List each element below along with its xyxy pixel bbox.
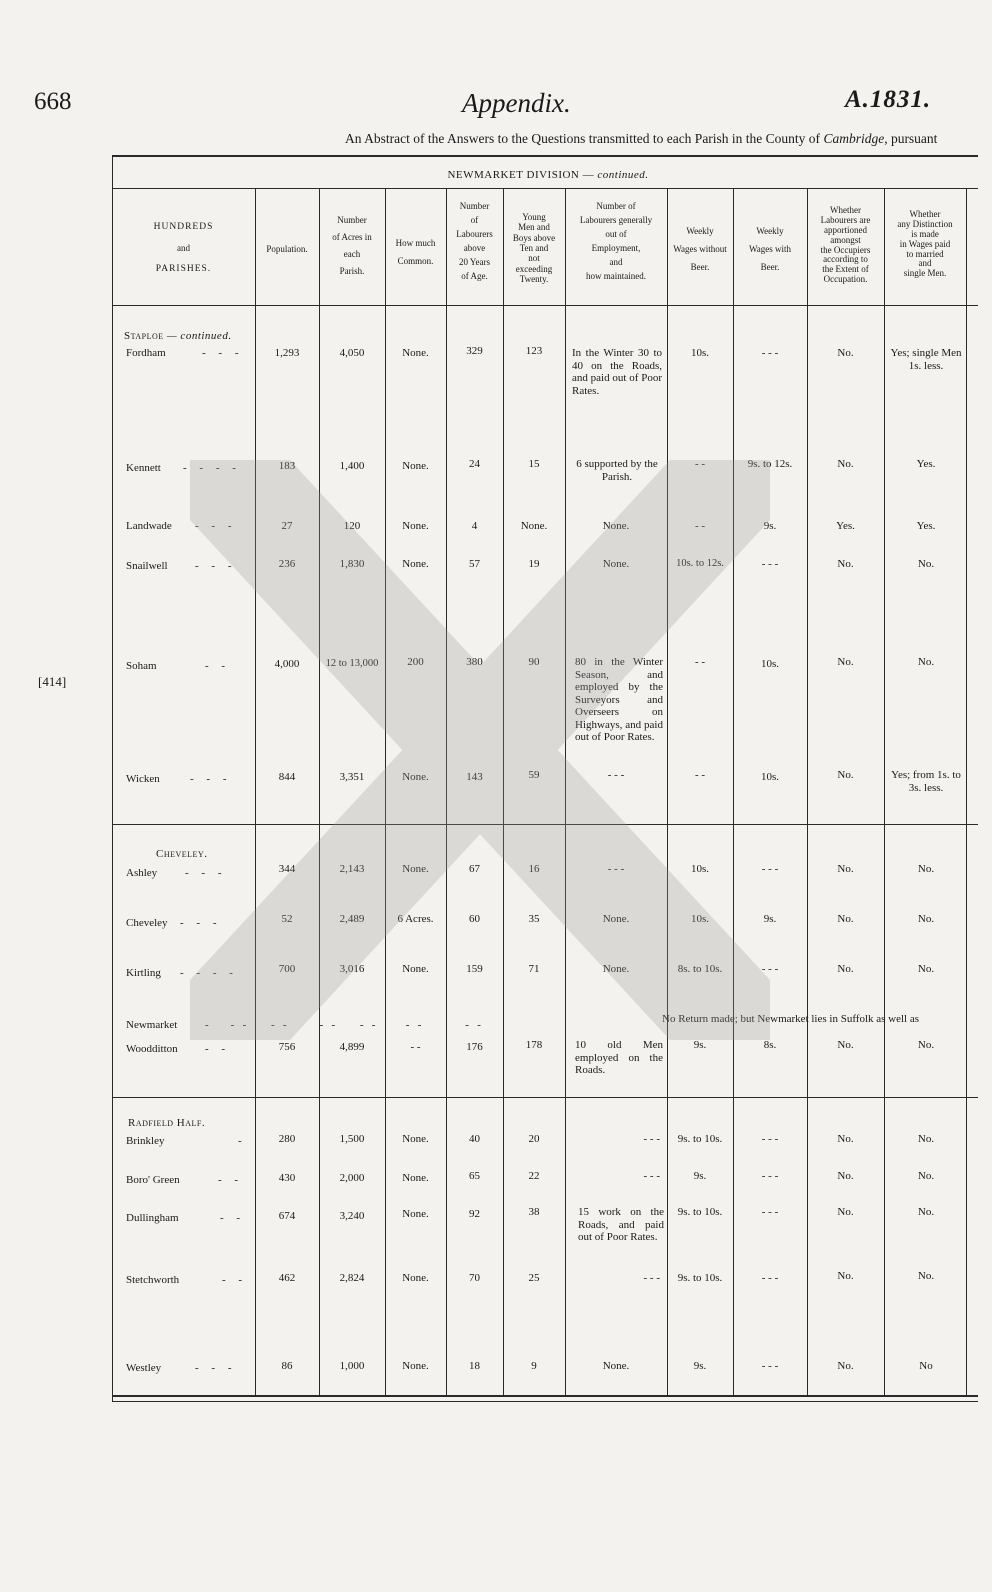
parish-name: Wicken — [126, 773, 160, 785]
header-text: Beer. — [760, 262, 780, 272]
cell-labourers: 143 — [466, 771, 483, 783]
cell-young: 22 — [528, 1170, 540, 1182]
cell-common: 6 Acres. — [397, 913, 434, 925]
cell-population: 756 — [278, 1041, 296, 1053]
cell-wages-without-beer: - - — [694, 769, 706, 781]
leader-dots: - - - — [195, 1362, 237, 1374]
cell-distinction: No — [919, 1360, 933, 1372]
cell-apportioned: No. — [837, 558, 854, 570]
col-line-right — [966, 188, 967, 1395]
cell-labourers: 4 — [471, 520, 478, 532]
cell-population: 4,000 — [274, 658, 300, 670]
watermark — [150, 420, 810, 1080]
cell-out-of-employment: 80 in the Winter Season, and employed by the Surveyors and Overseers on Highways, and paid out of Poor Rates. — [575, 656, 663, 743]
division-rule — [112, 188, 978, 189]
leader-dots: - - — [222, 1274, 248, 1286]
cell-young: 71 — [528, 963, 540, 975]
header-text: according to — [823, 254, 868, 265]
cell-out-of-employment: 6 supported by the Parish. — [576, 458, 658, 483]
cell-wages-with-beer: - - - — [761, 1170, 779, 1182]
leader-dots: - - - - — [180, 967, 238, 979]
cell-out-of-employment: In the Winter 30 to 40 on the Roads, and paid out of Poor Rates. — [572, 347, 662, 397]
cell-apportioned: No. — [837, 458, 854, 470]
cell-wages-without-beer: 9s. to 10s. — [677, 1133, 723, 1145]
cell-common: None. — [402, 1272, 429, 1284]
header-text: Labourers — [456, 228, 493, 239]
group-continued: — continued. — [166, 330, 232, 342]
watermark-stroke-1 — [190, 460, 770, 1040]
cell-wages-with-beer: - - - — [761, 1206, 779, 1218]
header-text: single Men. — [903, 268, 947, 279]
cell-labourers: 67 — [469, 863, 480, 875]
cell-labourers: 65 — [469, 1170, 480, 1182]
cell-labourers: 57 — [469, 558, 480, 570]
table-top-rule — [112, 155, 978, 157]
cell-common: None. — [402, 347, 429, 359]
cell-young: 20 — [528, 1133, 540, 1145]
header-text: Parish. — [339, 266, 365, 277]
cell-out-of-employment: - - - — [607, 863, 625, 875]
header-text: apportioned — [824, 224, 867, 235]
header-text: Boys above — [512, 232, 556, 243]
subtitle-tail: , pursuant — [884, 131, 938, 146]
cell-acres: 1,000 — [339, 1360, 365, 1372]
parish-name: Kennett — [126, 462, 161, 474]
header-text: in Wages paid — [899, 238, 951, 249]
cell-common: None. — [402, 460, 429, 472]
header-out-of-employment — [565, 200, 667, 284]
col-line — [565, 188, 566, 1395]
cell-population: 462 — [278, 1272, 296, 1284]
cell-wages-with-beer: - - - — [761, 863, 779, 875]
cell-wages-with-beer: 8s. — [763, 1039, 777, 1051]
cell-common: None. — [402, 771, 429, 783]
cell-young: 59 — [528, 769, 540, 781]
cell-apportioned: No. — [837, 1360, 854, 1372]
cell-apportioned: No. — [837, 913, 854, 925]
parish-name: Dullingham — [126, 1212, 179, 1224]
cell-common: None. — [402, 1172, 429, 1184]
leader-dots: - - — [205, 660, 231, 672]
header-text: to married — [906, 248, 944, 259]
cell-young: 123 — [525, 345, 543, 357]
header-text: Common. — [397, 256, 434, 266]
cell-labourers: 380 — [466, 656, 483, 668]
cell-wages-without-beer: 10s. — [690, 863, 710, 875]
cell-apportioned: No. — [837, 656, 854, 668]
division-continued: continued. — [597, 169, 649, 181]
cell-out-of-employment: 10 old Men employed on the Roads. — [575, 1039, 663, 1076]
leader-dots: - - - — [190, 773, 232, 785]
cell-common: None. — [402, 1133, 429, 1145]
cell-out-of-employment: None. — [602, 913, 630, 925]
cell-young: None. — [520, 520, 548, 532]
parish-name: Cheveley — [126, 917, 168, 929]
header-text: the Occupiers — [820, 244, 871, 255]
cell-out-of-employment: None. — [602, 558, 630, 570]
watermark-stroke-2 — [190, 460, 770, 1040]
parish-name: Landwade — [126, 520, 172, 532]
parish-name: Fordham — [126, 347, 166, 359]
cell-wages-without-beer: 10s. — [690, 913, 710, 925]
cell-wages-without-beer: 10s. to 12s. — [676, 558, 724, 569]
cell-young: 178 — [525, 1039, 543, 1051]
page-number: 668 — [34, 88, 72, 115]
year-label: A.1831. — [845, 86, 932, 113]
header-text: any Distinction — [897, 218, 953, 229]
header-text: how maintained. — [586, 270, 646, 281]
cell-population: 86 — [281, 1360, 293, 1372]
cell-out-of-employment: - - - — [607, 769, 625, 781]
cell-acres: 2,824 — [339, 1272, 365, 1284]
header-text: each — [343, 249, 361, 260]
header-text: is made — [911, 228, 939, 239]
cell-labourers: 92 — [469, 1208, 480, 1220]
cell-out-of-employment: - - - — [643, 1133, 660, 1145]
cell-labourers: 60 — [469, 913, 480, 925]
cell-wages-with-beer: 9s. to 12s. — [747, 458, 793, 470]
header-text: PARISHES. — [155, 264, 212, 275]
parish-name: Brinkley — [126, 1135, 165, 1147]
table-bottom-rule — [112, 1395, 978, 1397]
header-text: the Extent of — [822, 264, 869, 275]
header-population: Population. — [266, 244, 308, 254]
cell-labourers: 40 — [469, 1133, 480, 1145]
subtitle — [345, 131, 937, 147]
cell-wages-without-beer: - - — [694, 520, 706, 532]
cell-common: None. — [402, 558, 429, 570]
header-labourers — [446, 200, 503, 284]
cell-common: 200 — [407, 656, 424, 668]
cell-wages-without-beer: 9s. — [693, 1360, 707, 1372]
cell-labourers: 329 — [466, 345, 483, 357]
cell-distinction: No. — [917, 913, 935, 925]
cell-out-of-employment: None. — [602, 963, 630, 975]
parish-name: Newmarket — [126, 1019, 178, 1031]
header-text: Labourers are — [820, 214, 871, 225]
header-text: Employment, — [591, 242, 641, 253]
cell-apportioned: No. — [837, 347, 854, 359]
header-text: Weekly — [686, 226, 714, 236]
cell-acres: 3,240 — [339, 1210, 365, 1222]
cell-distinction: No. — [917, 1206, 935, 1218]
cell-population: 27 — [281, 520, 293, 532]
leader-dots: - - - — [180, 917, 222, 929]
cell-distinction: Yes. — [916, 520, 936, 532]
header-text: and — [609, 256, 623, 267]
header-wages-without-beer — [667, 222, 733, 276]
header-text: Whether — [830, 205, 861, 215]
parish-name: Ashley — [126, 867, 158, 879]
cell-distinction: No. — [917, 558, 935, 570]
cell-out-of-employment: None. — [602, 520, 630, 532]
cell-wages-without-beer: - - — [694, 656, 706, 668]
header-young — [503, 212, 565, 284]
header-text: Beer. — [690, 262, 710, 272]
header-text: Number — [337, 215, 367, 225]
cell-acres: 4,050 — [339, 347, 365, 359]
cell-young: 19 — [528, 558, 540, 570]
header-text: Weekly — [756, 226, 784, 236]
cell-note: No Return made; but Newmarket lies in Suffolk as well as — [662, 1013, 920, 1025]
header-text: of Acres in — [332, 232, 372, 243]
header-text: Labourers generally — [579, 214, 653, 225]
leader-dots: - - - - - - - - - - - - - — [205, 1019, 481, 1031]
cell-young: 35 — [528, 913, 540, 925]
cell-wages-with-beer: - - - — [761, 558, 779, 570]
cell-apportioned: Yes. — [836, 520, 855, 532]
cell-population: 52 — [281, 913, 293, 925]
parish-name: Kirtling — [126, 967, 161, 979]
cell-wages-without-beer: 9s. to 10s. — [677, 1206, 723, 1218]
cell-population: 280 — [278, 1133, 296, 1145]
cell-common: None. — [402, 963, 429, 975]
parish-name: Boro' Green — [126, 1174, 180, 1186]
cell-labourers: 159 — [466, 963, 483, 975]
cell-young: 15 — [528, 458, 540, 470]
cell-young: 38 — [528, 1206, 540, 1218]
parish-name: Stetchworth — [126, 1274, 180, 1286]
cell-wages-with-beer: 10s. — [760, 771, 780, 783]
header-apportioned — [807, 206, 884, 285]
cell-young: 25 — [528, 1272, 540, 1284]
header-text: Number of — [596, 201, 636, 211]
leader-dots: - - - — [195, 520, 237, 532]
cell-acres: 1,500 — [339, 1133, 365, 1145]
cell-acres: 2,489 — [339, 913, 365, 925]
group-heading: Radfield Half. — [128, 1117, 206, 1129]
leader-dots: - - — [220, 1212, 246, 1224]
header-text: Wages without — [673, 244, 727, 254]
header-text: Occupation. — [823, 274, 868, 285]
cell-common: - - — [410, 1041, 421, 1053]
header-hundreds — [112, 222, 255, 276]
header-text: Young — [522, 212, 546, 222]
cell-population: 700 — [278, 963, 296, 975]
header-text: Men and — [518, 222, 550, 233]
cell-young: 16 — [528, 863, 540, 875]
section-rule-2 — [112, 1097, 978, 1098]
cell-apportioned: No. — [837, 769, 854, 781]
cell-labourers: 176 — [466, 1041, 483, 1053]
cell-out-of-employment: - - - — [643, 1272, 660, 1284]
cell-apportioned: No. — [837, 1206, 854, 1218]
cell-distinction: Yes; from 1s. to 3s. less. — [891, 769, 961, 794]
cell-common: None. — [402, 1360, 429, 1372]
cell-acres: 2,143 — [339, 863, 365, 875]
cell-labourers: 24 — [469, 458, 480, 470]
parish-name: Westley — [126, 1362, 162, 1374]
cell-wages-without-beer: - - — [694, 458, 706, 470]
cell-acres: 2,000 — [339, 1172, 365, 1184]
cell-wages-without-beer: 9s. to 10s. — [677, 1272, 723, 1284]
header-text: 20 Years — [458, 256, 490, 267]
group-heading — [124, 330, 232, 343]
leader-dots: - - - — [195, 560, 237, 572]
cell-wages-with-beer: 10s. — [760, 658, 780, 670]
header-text: Ten and — [519, 243, 549, 254]
cell-population: 344 — [278, 863, 296, 875]
cell-wages-with-beer: 9s. — [763, 913, 777, 925]
header-text: Wages with — [748, 244, 792, 254]
cell-common: None. — [402, 520, 429, 532]
group-name: Staploe — [124, 330, 164, 342]
cell-common: None. — [402, 863, 429, 875]
page-title: Appendix. — [462, 88, 571, 118]
division-title: NEWMARKET DIVISION — continued. — [447, 169, 649, 181]
leader-dots: - - - - — [183, 462, 241, 474]
col-line-left — [112, 155, 113, 1401]
header-text: of Age. — [461, 270, 488, 281]
cell-population: 183 — [278, 460, 296, 472]
cell-wages-without-beer: 8s. to 10s. — [677, 963, 723, 975]
cell-out-of-employment: - - - — [643, 1170, 660, 1182]
header-text: not — [528, 253, 540, 264]
header-text: out of — [605, 228, 627, 239]
cell-apportioned: No. — [837, 1039, 854, 1051]
cell-population: 430 — [278, 1172, 296, 1184]
cell-wages-without-beer: 9s. — [693, 1039, 707, 1051]
cell-acres: 3,016 — [339, 963, 365, 975]
cell-wages-with-beer: - - - — [761, 963, 779, 975]
cell-distinction: No. — [917, 863, 935, 875]
section-rule-1 — [112, 824, 978, 825]
cell-acres: 1,830 — [339, 558, 365, 570]
cell-wages-with-beer: - - - — [761, 1360, 779, 1372]
cell-distinction: No. — [917, 963, 935, 975]
cell-population: 674 — [278, 1210, 296, 1222]
header-text: above — [463, 242, 486, 253]
cell-distinction: No. — [917, 1270, 935, 1282]
cell-out-of-employment: None. — [602, 1360, 630, 1372]
cell-labourers: 18 — [469, 1360, 480, 1372]
cell-distinction: No. — [917, 1133, 935, 1145]
cell-distinction: No. — [917, 656, 935, 668]
cell-young: 90 — [528, 656, 540, 668]
leader-dots: - — [238, 1135, 247, 1147]
header-text: and — [918, 258, 932, 269]
header-common — [385, 234, 446, 270]
cell-apportioned: No. — [837, 1170, 854, 1182]
header-text: Whether — [909, 209, 941, 219]
cell-wages-with-beer: - - - — [761, 347, 779, 359]
cell-acres: 120 — [343, 520, 361, 532]
cell-out-of-employment: 15 work on the Roads, and paid out of Poor Rates. — [578, 1206, 664, 1243]
cell-distinction: No. — [917, 1170, 935, 1182]
leader-dots: - - - — [185, 867, 227, 879]
cell-apportioned: No. — [837, 863, 854, 875]
cell-wages-without-beer: 10s. — [690, 347, 710, 359]
leader-dots: - - - — [202, 347, 244, 359]
header-text: Twenty. — [519, 274, 549, 285]
division-name: NEWMARKET DIVISION — [447, 169, 580, 181]
cell-acres: 3,351 — [339, 771, 365, 783]
side-reference: [414] — [38, 674, 67, 689]
cell-labourers: 70 — [469, 1272, 480, 1284]
col-line — [884, 188, 885, 1395]
cell-apportioned: No. — [837, 1133, 854, 1145]
table-bottom-rule-2 — [112, 1401, 978, 1402]
header-text: exceeding — [515, 263, 553, 274]
cell-wages-without-beer: 9s. — [693, 1170, 707, 1182]
cell-acres: 4,899 — [339, 1041, 365, 1053]
cell-acres: 12 to 13,000 — [325, 658, 379, 669]
header-text: HUNDREDS — [153, 222, 214, 232]
cell-wages-with-beer: 9s. — [763, 520, 777, 532]
cell-population: 236 — [278, 558, 296, 570]
header-text: amongst — [830, 234, 861, 245]
cell-apportioned: No. — [837, 963, 854, 975]
cell-wages-with-beer: - - - — [761, 1133, 779, 1145]
subtitle-county: Cambridge — [823, 131, 885, 146]
parish-name: Soham — [126, 660, 157, 672]
header-text: and — [177, 243, 190, 254]
cell-wages-with-beer: - - - — [761, 1272, 779, 1284]
leader-dots: - - — [218, 1174, 244, 1186]
cell-young: 9 — [531, 1360, 537, 1372]
header-bottom-rule — [112, 305, 978, 306]
group-heading: Cheveley. — [156, 848, 208, 860]
header-distinction — [884, 210, 966, 279]
cell-population: 844 — [278, 771, 296, 783]
parish-name: Woodditton — [126, 1043, 178, 1055]
cell-distinction: Yes; single Men 1s. less. — [890, 347, 962, 372]
cell-acres: 1,400 — [339, 460, 365, 472]
subtitle-text: An Abstract of the Answers to the Questions transmitted to each Parish in the County of — [345, 131, 824, 146]
header-text: Number — [459, 201, 490, 211]
header-wages-with-beer — [733, 222, 807, 276]
header-text: of — [470, 214, 479, 225]
cell-population: 1,293 — [274, 347, 300, 359]
header-acres — [319, 212, 385, 280]
parish-name: Snailwell — [126, 560, 168, 572]
cell-common: None. — [402, 1208, 429, 1220]
cell-distinction: Yes. — [916, 458, 936, 470]
cell-apportioned: No. — [837, 1270, 854, 1282]
leader-dots: - - — [205, 1043, 231, 1055]
header-text: How much — [395, 238, 436, 248]
cell-distinction: No. — [917, 1039, 935, 1051]
